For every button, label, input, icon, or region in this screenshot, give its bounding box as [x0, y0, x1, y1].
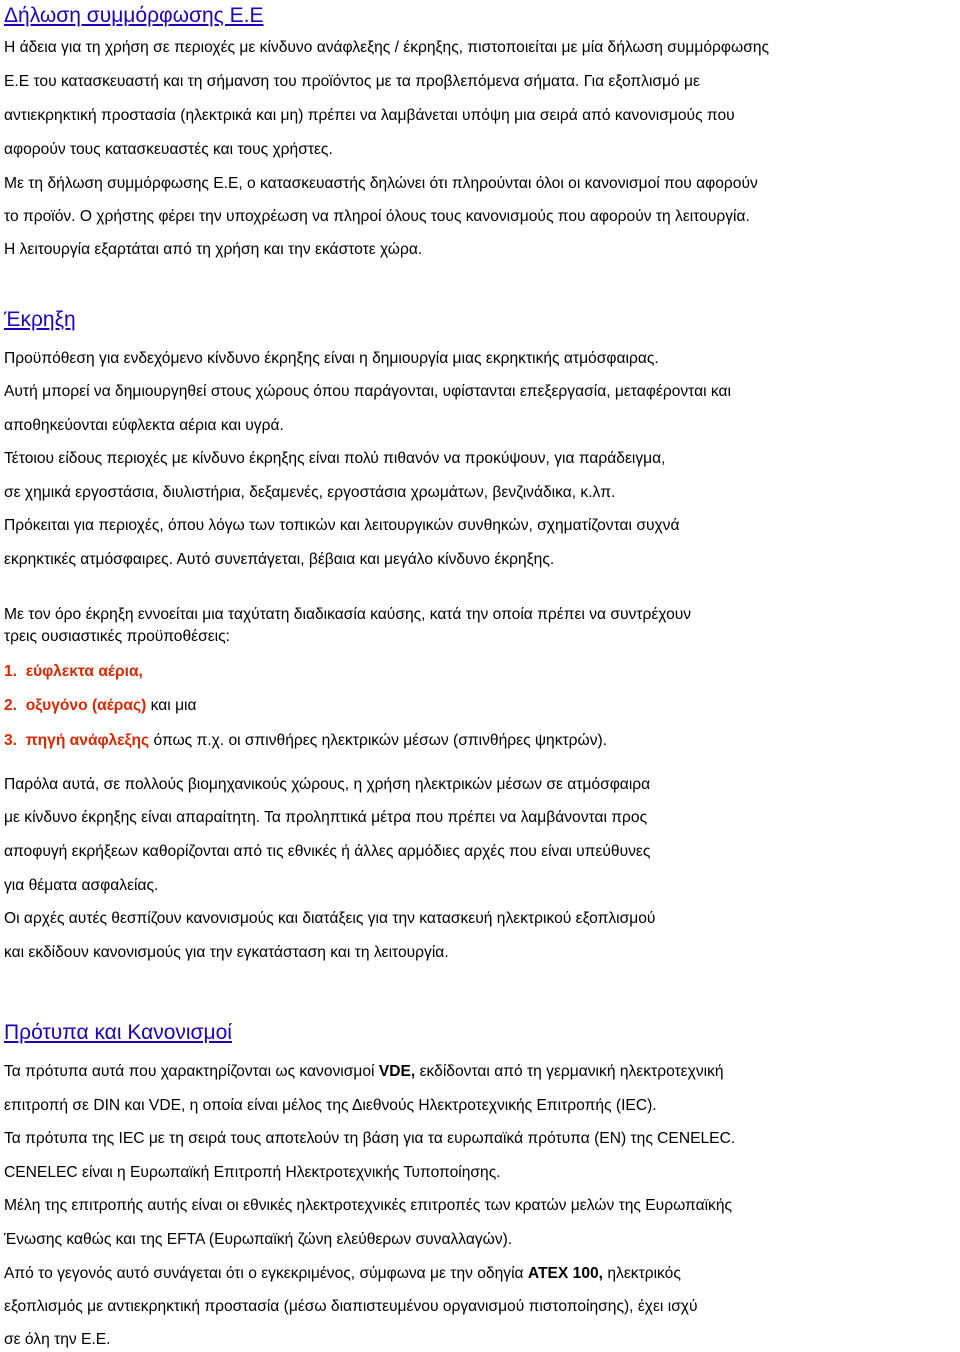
paragraph-line: σε όλη την Ε.Ε. — [4, 1331, 111, 1348]
list-number: 1. — [4, 663, 18, 680]
heading-standards-and-regulations: Πρότυπα και Κανονισμοί — [4, 1021, 232, 1044]
bold-text: VDE, — [378, 1063, 416, 1080]
text-run: Τα πρότυπα αυτά που χαρακτηρίζονται ως κανονισμοί — [4, 1063, 379, 1080]
bold-text: ATEX 100, — [527, 1265, 604, 1282]
paragraph-line: Ε.Ε του κατασκευαστή και τη σήμανση του προϊόντος με τα προβλεπόμενα σήματα. Για εξοπλισμό με — [4, 73, 700, 90]
list-item — [4, 731, 607, 751]
list-number: 2. — [4, 697, 18, 714]
paragraph-line: σε χημικά εργοστάσια, διυλιστήρια, δεξαμενές, εργοστάσια χρωμάτων, βενζινάδικα, κ.λπ. — [4, 484, 616, 501]
paragraph-line: Ένωσης καθώς και της EFTA (Ευρωπαϊκή ζώνη ελεύθερων συναλλαγών). — [4, 1231, 513, 1248]
paragraph-line: Μέλη της επιτροπής αυτής είναι οι εθνικές ηλεκτροτεχνικές επιτροπές των κρατών μελών της Ευρωπαϊκής — [4, 1197, 733, 1214]
paragraph-line: με κίνδυνο έκρηξης είναι απαραίτητη. Τα προληπτικά μέτρα που πρέπει να λαμβάνονται προς — [4, 809, 648, 826]
text-run: Από το γεγονός αυτό συνάγεται ότι ο εγκεκριμένος, σύμφωνα με την οδηγία — [4, 1265, 528, 1282]
paragraph-line: αποθηκεύονται εύφλεκτα αέρια και υγρά. — [4, 417, 284, 434]
paragraph-line: επιτροπή σε DIN και VDE, η οποία είναι μέλος της Διεθνούς Ηλεκτροτεχνικής Επιτροπής (IEC). — [4, 1097, 657, 1114]
paragraph-line: αφορούν τους κατασκευαστές και τους χρήστες. — [4, 141, 333, 158]
paragraph-line: αποφυγή εκρήξεων καθορίζονται από τις εθνικές ή άλλες αρμόδιες αρχές που είναι υπεύθυνες — [4, 843, 651, 860]
paragraph-line: Τέτοιου είδους περιοχές με κίνδυνο έκρηξης είναι πολύ πιθανόν να προκύψουν, για παράδειγμα, — [4, 450, 666, 467]
paragraph-line: Οι αρχές αυτές θεσπίζουν κανονισμούς και διατάξεις για την κατασκευή ηλεκτρικού εξοπλισμού — [4, 910, 656, 927]
heading-declaration-of-conformity: Δήλωση συμμόρφωσης Ε.Ε — [4, 4, 264, 27]
paragraph-line: εξοπλισμός με αντιεκρηκτική προστασία (μέσω διαπιστευμένου οργανισμού πιστοποίησης), έχει ισχύ — [4, 1298, 698, 1315]
heading-explosion: Έκρηξη — [4, 308, 76, 331]
paragraph-line: CENELEC είναι η Ευρωπαϊκή Επιτροπή Ηλεκτροτεχνικής Τυποποίησης. — [4, 1164, 501, 1181]
paragraph-line: εκρηκτικές ατμόσφαιρες. Αυτό συνεπάγεται, βέβαια και μεγάλο κίνδυνο έκρηξης. — [4, 551, 555, 568]
paragraph-line: Παρόλα αυτά, σε πολλούς βιομηχανικούς χώρους, η χρήση ηλεκτρικών μέσων σε ατμόσφαιρα — [4, 776, 651, 793]
list-item — [4, 696, 197, 716]
paragraph-line: Η λειτουργία εξαρτάται από τη χρήση και την εκάστοτε χώρα. — [4, 241, 423, 258]
paragraph-line: Με τον όρο έκρηξη εννοείται μια ταχύτατη διαδικασία καύσης, κατά την οποία πρέπει να συντρέχουν — [4, 606, 692, 623]
paragraph-line: Πρόκειται για περιοχές, όπου λόγω των τοπικών και λειτουργικών συνθηκών, σχηματίζονται συχνά — [4, 517, 680, 534]
paragraph-line: Τα πρότυπα της IEC με τη σειρά τους αποτελούν τη βάση για τα ευρωπαϊκά πρότυπα (EN) της CENELEC. — [4, 1130, 736, 1147]
paragraph-line: Αυτή μπορεί να δημιουργηθεί στους χώρους όπου παράγονται, υφίστανται επεξεργασία, μεταφέρονται και — [4, 383, 732, 400]
paragraph-line: αντιεκρηκτική προστασία (ηλεκτρικά και μη) πρέπει να λαμβάνεται υπόψη μια σειρά από κανονισμούς που — [4, 107, 735, 124]
paragraph-line: και εκδίδουν κανονισμούς για την εγκατάσταση και τη λειτουργία. — [4, 944, 449, 961]
list-number: 3. — [4, 732, 18, 749]
paragraph-line: Προϋπόθεση για ενδεχόμενο κίνδυνο έκρηξης είναι η δημιουργία μιας εκρηκτικής ατμόσφαιρας. — [4, 350, 659, 367]
list-text: όπως π.χ. οι σπινθήρες ηλεκτρικών μέσων (σπινθήρες ψηκτρών). — [149, 732, 608, 749]
paragraph-line: τρεις ουσιαστικές προϋποθέσεις: — [4, 628, 230, 645]
paragraph-line: για θέματα ασφαλείας. — [4, 877, 159, 894]
list-emphasis: πηγή ανάφλεξης — [25, 732, 150, 749]
text-run: εκδίδονται από τη γερμανική ηλεκτροτεχνική — [415, 1063, 724, 1080]
list-text: και μια — [146, 697, 197, 714]
list-item — [4, 662, 143, 682]
paragraph-line: Η άδεια για τη χρήση σε περιοχές με κίνδυνο ανάφλεξης / έκρηξης, πιστοποιείται με μία δήλωση συμμόρφωσης — [4, 39, 770, 56]
paragraph-line: το προϊόν. Ο χρήστης φέρει την υποχρέωση να πληροί όλους τους κανονισμούς που αφορούν τη λειτουργία. — [4, 208, 750, 225]
paragraph-line — [4, 1062, 724, 1082]
text-run: ηλεκτρικός — [603, 1265, 681, 1282]
paragraph-line: Με τη δήλωση συμμόρφωσης Ε.Ε, ο κατασκευαστής δηλώνει ότι πληρούνται όλοι οι κανονισμοί που αφορούν — [4, 175, 758, 192]
list-emphasis: εύφλεκτα αέρια, — [25, 663, 143, 680]
paragraph-line — [4, 1264, 681, 1284]
list-emphasis: οξυγόνο (αέρας) — [25, 697, 147, 714]
